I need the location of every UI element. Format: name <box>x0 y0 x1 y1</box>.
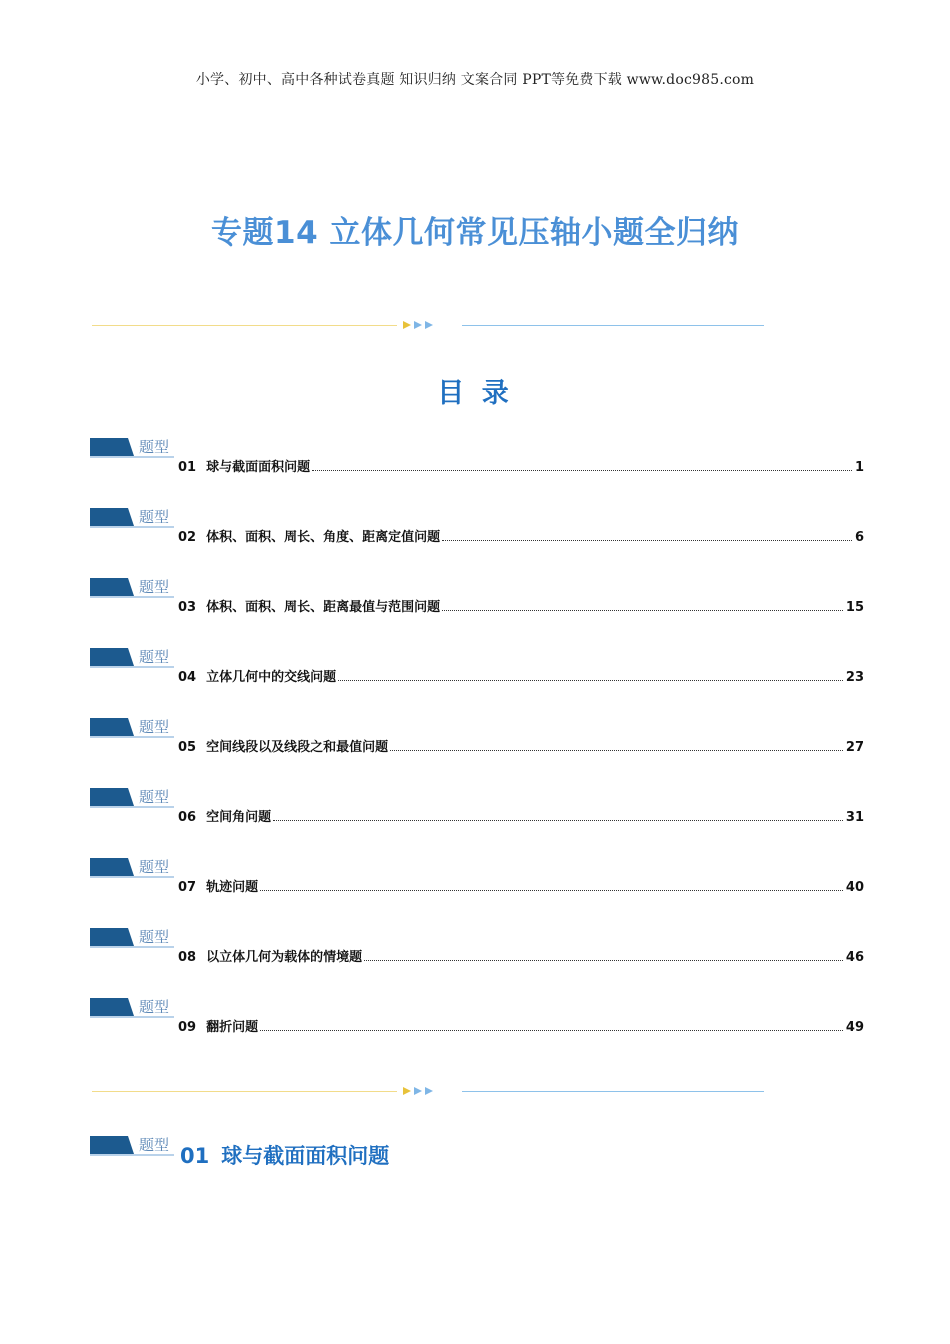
toc-entry[interactable] <box>90 716 864 760</box>
triple-arrow-icon <box>403 318 443 332</box>
toc-number: 08 <box>178 950 197 965</box>
toc-leader-dots <box>442 539 852 541</box>
question-type-badge-icon <box>90 926 174 948</box>
divider <box>92 318 764 332</box>
toc-entry[interactable] <box>90 786 864 830</box>
question-type-badge-icon <box>90 646 174 668</box>
toc-page-number: 1 <box>854 460 864 475</box>
section-title-text: 球与截面面积问题 <box>221 1144 390 1168</box>
toc-label[interactable]: 轨迹问题 <box>206 880 259 895</box>
question-type-badge-icon <box>90 436 174 458</box>
toc-entry[interactable] <box>90 646 864 690</box>
toc-entry[interactable] <box>90 576 864 620</box>
toc-leader-dots <box>442 609 843 611</box>
toc-heading: 目 录 <box>437 378 513 409</box>
toc-leader-dots <box>364 959 843 961</box>
toc-page-number: 49 <box>845 1020 864 1035</box>
triple-arrow-icon <box>403 1084 443 1098</box>
divider-line-left <box>92 1091 397 1092</box>
toc-page-number: 23 <box>845 670 864 685</box>
toc-label[interactable]: 球与截面面积问题 <box>206 460 311 475</box>
toc-leader-dots <box>260 1029 843 1031</box>
toc-page-number: 31 <box>845 810 864 825</box>
badge-text: 题型 <box>138 438 170 456</box>
toc-number: 02 <box>178 530 197 545</box>
toc-label[interactable]: 体积、面积、周长、角度、距离定值问题 <box>206 530 441 545</box>
section-heading <box>90 1134 690 1174</box>
badge-text: 题型 <box>138 508 170 526</box>
section-title <box>180 1140 389 1170</box>
toc-label[interactable]: 体积、面积、周长、距离最值与范围问题 <box>206 600 441 615</box>
question-type-badge-icon <box>90 506 174 528</box>
toc-page-number: 46 <box>845 950 864 965</box>
question-type-badge-icon <box>90 996 174 1018</box>
toc-number: 05 <box>178 740 197 755</box>
badge-text: 题型 <box>138 998 170 1016</box>
toc-entry[interactable] <box>90 996 864 1040</box>
toc-leader-dots <box>312 469 852 471</box>
badge-text: 题型 <box>138 578 170 596</box>
divider <box>92 1084 764 1098</box>
divider-line-right <box>462 325 764 326</box>
toc-number: 04 <box>178 670 197 685</box>
toc-label[interactable]: 翻折问题 <box>206 1020 259 1035</box>
toc-page-number: 15 <box>845 600 864 615</box>
toc-page-number: 27 <box>845 740 864 755</box>
toc-entry[interactable] <box>90 856 864 900</box>
toc-page-number: 40 <box>845 880 864 895</box>
toc-entry[interactable] <box>90 506 864 550</box>
toc-entry[interactable] <box>90 926 864 970</box>
toc-number: 03 <box>178 600 197 615</box>
document-title: 专题14 立体几何常见压轴小题全归纳 <box>211 215 739 251</box>
badge-text: 题型 <box>138 928 170 946</box>
toc-entry[interactable] <box>90 436 864 480</box>
toc-number: 07 <box>178 880 197 895</box>
toc-label[interactable]: 空间线段以及线段之和最值问题 <box>206 740 389 755</box>
section-number: 01 <box>180 1144 210 1168</box>
page-header: 小学、初中、高中各种试卷真题 知识归纳 文案合同 PPT等免费下载 www.doc985.com <box>195 72 755 88</box>
divider-line-right <box>462 1091 764 1092</box>
toc-leader-dots <box>390 749 843 751</box>
divider-line-left <box>92 325 397 326</box>
question-type-badge-icon <box>90 856 174 878</box>
toc-number: 06 <box>178 810 197 825</box>
toc-label[interactable]: 空间角问题 <box>206 810 272 825</box>
badge-text: 题型 <box>138 1136 170 1154</box>
toc-page-number: 6 <box>854 530 864 545</box>
question-type-badge-icon <box>90 1134 174 1156</box>
toc-label[interactable]: 立体几何中的交线问题 <box>206 670 337 685</box>
question-type-badge-icon <box>90 576 174 598</box>
badge-text: 题型 <box>138 858 170 876</box>
toc-leader-dots <box>338 679 843 681</box>
question-type-badge-icon <box>90 786 174 808</box>
question-type-badge-icon <box>90 716 174 738</box>
toc-number: 09 <box>178 1020 197 1035</box>
toc-leader-dots <box>260 889 843 891</box>
badge-text: 题型 <box>138 788 170 806</box>
toc-leader-dots <box>273 819 843 821</box>
badge-text: 题型 <box>138 718 170 736</box>
toc-label[interactable]: 以立体几何为载体的情境题 <box>206 950 363 965</box>
toc-number: 01 <box>178 460 197 475</box>
badge-text: 题型 <box>138 648 170 666</box>
